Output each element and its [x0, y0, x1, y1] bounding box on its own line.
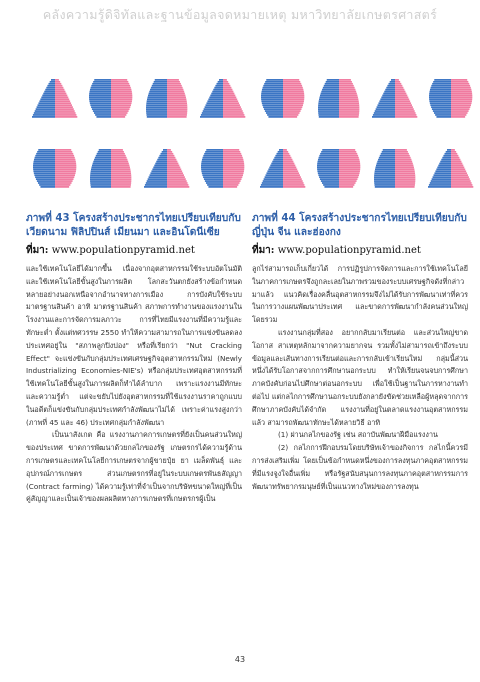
population-pyramid-thumbnail [198, 148, 248, 189]
population-pyramid-thumbnail [314, 78, 364, 119]
figure-44-caption: ภาพที่ 44 โครงสร้างประชากรไทยเปรียบเทียบกับ ญี่ปุ่น จีน และฮ่องกง [252, 213, 467, 238]
population-pyramid-thumbnail [142, 78, 192, 119]
population-pyramid-thumbnail [426, 148, 476, 189]
body-paragraph: และใช้เทคโนโลยีได้มากขึ้น เนื่องจากอุตสาหกรรมใช้ระบบอัตโนมัติ และใช้เทคโนโลยีขั้นสูงในการผลิต โลกสะวันตกยังสร้างข้อกำหนดหลายอย่างนอกเหนือจากอำนาจทางการเมือง การบังคับใช้ระบบมาตรฐานสินค้า อาทิ มาตรฐานสินค้า สภาพการทำงานของแรงงานในโรงงานและการจัดการมลภาวะ การที่ไทยมีแรงงานที่มีความรู้และทักษะต่ำ ตั้งแต่ทศวรรษ 2550 ทำให้ความสามารถในการแข่งขันลดลง ประเทศอยู่ใน "สภาพลูกปิงปอง" หรือที่เรียกว่า "Nut Cracking Effect" จะแข่งขันกับกลุ่มประเทศเศรษฐกิจอุตสาหกรรมใหม่ (Newly Industrializing Economies-NIE's) หรือกลุ่มประเทศอุตสาหกรรมที่ใช้เทคโนโลยีขั้นสูงในการผลิตก็ทำได้ลำบาก เพราะแรงงานมีทักษะและความรู้ต่ำ แต่จะขยับไปยังอุตสาหกรรมที่ใช้แรงงานราคาถูกแบบในอดีตก็แข่งขันกับกลุ่มประเทศกำลังพัฒนาไม่ได้ เพราะค่าแรงสูงกว่า (ภาพที่ 45 และ 46) ประเทศกลุ่มกำลังพัฒนา [26, 264, 242, 427]
population-pyramid-thumbnail [142, 148, 192, 189]
figure-43-source [26, 244, 241, 257]
body-paragraph: แรงงานกลุ่มที่สอง อยากกลับมาเรียนต่อ และส่วนใหญ่ขาดโอกาส สาเหตุหลักมาจากความยากจน รวมทั้งไม่สามารถเข้าถึงระบบข้อมูลและเส้นทางการเรียนต่อและการกลับเข้าเรียนใหม่ กลุ่มนี้ส่วนหนึ่งได้รับโอกาสจากการศึกษานอกระบบ ทำให้เรียนจนจบการศึกษาภาคบังคับก่อนไปศึกษาต่อนอกระบบ เพื่อใช้เป็นฐานในการหางานทำต่อไป แต่กลไกการศึกษานอกระบบยังกลายังขัดช่วยเหลือผู้หลุดจากการศึกษาภาคบังคับได้จำกัด แรงงานที่อยู่ในตลาดแรงงานอุตสาหกรรมแล้ว สามารถพัฒนาทักษะได้หลายวิธี อาทิ [252, 327, 468, 427]
population-pyramid-thumbnail [370, 148, 420, 189]
population-pyramid-thumbnail [258, 148, 308, 189]
figure-44-source [252, 244, 467, 257]
right-column [252, 263, 468, 493]
archive-header: คลังความรู้ดิจิทัลและฐานข้อมูลจดหมายเหตุ มหาวิทยาลัยเกษตรศาสตร์ [42, 7, 438, 22]
population-pyramid-thumbnail [314, 148, 364, 189]
body-paragraph: (2) กลไกการฝึกอบรมโดยบริษัทเจ้าของกิจการ กลไกนี้ควรมีการส่งเสริมเพิ่ม โดยเป็นข้อกำหนดหนึ่งของการลงทุนภาคอุตสาหกรรมที่มีแรงจูงใจอื่นเพิ่ม หรือรัฐสนับสนุนการลงทุนภาคอุตสาหกรรมการพัฒนาทรัพยากรมนุษย์ที่เป็นแนวทางใหม่ของการลงทุน [252, 443, 468, 491]
left-column [26, 263, 242, 506]
population-pyramid-thumbnail [86, 78, 136, 119]
population-pyramid-thumbnail [30, 148, 80, 189]
source-label: ที่มา: [252, 245, 275, 256]
source-url: www.populationpyramid.net [277, 245, 421, 256]
page-number: 43 [234, 655, 246, 664]
population-pyramid-thumbnail [198, 78, 248, 119]
population-pyramid-thumbnail [370, 78, 420, 119]
population-pyramid-thumbnail [86, 148, 136, 189]
body-paragraph: เป็นนาสังเกต คือ แรงงานภาคการเกษตรที่ยังเป็นคนส่วนใหญ่ของประเทศ ขาดการพัฒนาด้วยกลไกของรัฐ เกษตรกรได้ความรู้ด้านการเกษตรและเทคโนโลยีการเกษตรจากผู้ขายปุ๋ย ยา เมล็ดพันธุ์ และอุปกรณ์การเกษตร ส่วนเกษตรกรที่อยู่ในระบบเกษตรพันธสัญญา (Contract farming) ได้ความรู้เท่าที่จำเป็นจากบริษัทขนาดใหญ่ที่เป็นคู่สัญญาและเป็นเจ้าของผลผลิตทางการเกษตรที่เกษตรกรผู้เป็น [26, 430, 242, 504]
figure-43-caption: ภาพที่ 43 โครงสร้างประชากรไทยเปรียบเทียบกับ เวียดนาม ฟิลิปปินส์ เมียนมา และอินโดนีเซีย [26, 213, 241, 238]
source-url: www.populationpyramid.net [51, 245, 195, 256]
body-paragraph: ลูกไร่สามารถเก็บเกี่ยวได้ การปฏิรูปการจัดการและการใช้เทคโนโลยีในภาคการเกษตรจึงถูกละเลยในภาพรวมของระบบเศรษฐกิจดังที่กล่าวมาแล้ว แนวคิดเรื่องคลื่นอุตสาหกรรมจึงไม่ได้รับการพัฒนาเท่าที่ควรในการวางแผนพัฒนาประเทศ และขาดการพัฒนากำลังคนส่วนใหญ่โดยรวม [252, 264, 468, 325]
population-pyramid-thumbnail [30, 78, 80, 119]
population-pyramid-thumbnail [258, 78, 308, 119]
population-pyramid-thumbnail [426, 78, 476, 119]
body-paragraph: (1) ผ่านกลไกของรัฐ เช่น สถาบันพัฒนาฝีมือแรงงาน [278, 430, 438, 440]
source-label: ที่มา: [26, 245, 49, 256]
